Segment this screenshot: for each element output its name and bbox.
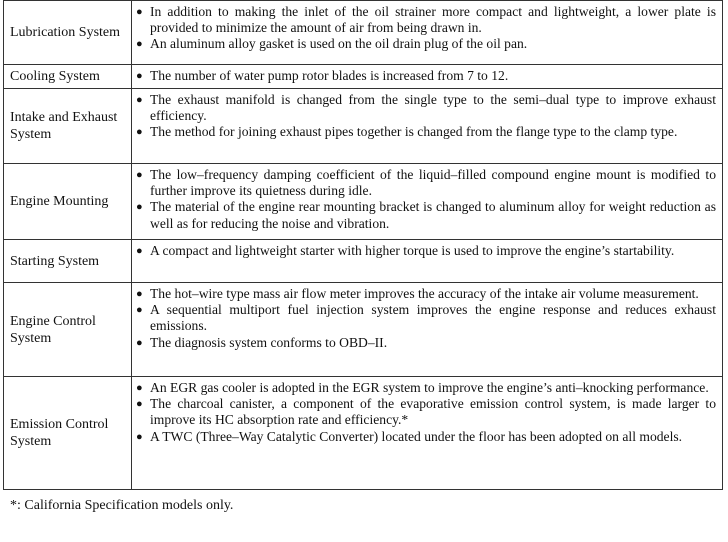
bullet-text: In addition to making the inlet of the oil strainer more compact and lightweight, a lower plate is provided to minimize the amount of air from being drawn in. [150, 4, 716, 36]
system-name-cell: Starting System [4, 240, 132, 283]
table-row [4, 240, 723, 283]
bullet-dot-icon: ● [136, 169, 143, 181]
bullet-text: An aluminum alloy gasket is used on the oil drain plug of the oil pan. [150, 36, 528, 52]
bullet-text: A sequential multiport fuel injection system improves the engine response and reduces exhaust emissions. [150, 302, 716, 334]
description-cell [132, 164, 723, 240]
bullet-item [136, 335, 716, 351]
bullet-item [136, 302, 716, 334]
engine-features-table [3, 0, 723, 490]
description-cell [132, 377, 723, 490]
bullet-item [136, 199, 716, 231]
system-name-cell: Engine Control System [4, 283, 132, 377]
bullet-item [136, 380, 716, 396]
bullet-item [136, 92, 716, 124]
system-name-cell: Engine Mounting [4, 164, 132, 240]
bullet-dot-icon: ● [136, 70, 143, 82]
table-row [4, 1, 723, 65]
bullet-item [136, 124, 716, 140]
bullet-text: The low–frequency damping coefficient of the liquid–filled compound engine mount is modified to further improve its quietness during idle. [150, 167, 716, 199]
system-name-cell: Intake and Exhaust System [4, 89, 132, 164]
bullet-dot-icon: ● [136, 245, 143, 257]
table-row [4, 377, 723, 490]
description-cell [132, 240, 723, 283]
footnote: *: California Specification models only. [10, 498, 234, 513]
description-cell [132, 89, 723, 164]
engine-features-table-body [4, 1, 723, 490]
table-row [4, 164, 723, 240]
bullet-item [136, 396, 716, 428]
bullet-item [136, 4, 716, 36]
bullet-text: The charcoal canister, a component of the evaporative emission control system, is made larger to improve its HC absorption rate and efficiency.* [150, 396, 716, 428]
bullet-text: A compact and lightweight starter with higher torque is used to improve the engine’s startability. [150, 243, 675, 258]
table-row [4, 283, 723, 377]
bullet-dot-icon: ● [136, 6, 143, 18]
bullet-dot-icon: ● [136, 38, 143, 51]
bullet-dot-icon: ● [136, 382, 143, 394]
bullet-dot-icon: ● [136, 304, 143, 317]
bullet-dot-icon: ● [136, 336, 143, 349]
table-row [4, 65, 723, 89]
bullet-dot-icon: ● [136, 201, 143, 214]
description-cell [132, 1, 723, 65]
bullet-text: The exhaust manifold is changed from the single type to the semi–dual type to improve exhaust efficiency. [150, 92, 716, 124]
bullet-item [136, 286, 716, 302]
bullet-text: A TWC (Three–Way Catalytic Converter) located under the floor has been adopted on all models. [150, 428, 683, 444]
bullet-item [136, 167, 716, 199]
bullet-item [136, 429, 716, 445]
bullet-text: The method for joining exhaust pipes together is changed from the flange type to the clamp type. [150, 124, 678, 140]
bullet-dot-icon: ● [136, 126, 143, 139]
bullet-item [136, 36, 716, 52]
system-name-cell: Emission Control System [4, 377, 132, 490]
description-cell [132, 65, 723, 89]
bullet-text: An EGR gas cooler is adopted in the EGR system to improve the engine’s anti–knocking performance. [150, 380, 709, 395]
bullet-item [136, 68, 716, 84]
system-name-cell: Lubrication System [4, 1, 132, 65]
bullet-dot-icon: ● [136, 94, 143, 106]
bullet-text: The material of the engine rear mounting bracket is changed to aluminum alloy for weight reduction as well as for reducing the noise and vibration. [150, 199, 716, 231]
bullet-dot-icon: ● [136, 430, 143, 443]
bullet-item [136, 243, 716, 259]
bullet-dot-icon: ● [136, 398, 143, 411]
system-name-cell: Cooling System [4, 65, 132, 89]
table-row [4, 89, 723, 164]
description-cell [132, 283, 723, 377]
bullet-dot-icon: ● [136, 288, 143, 300]
bullet-text: The number of water pump rotor blades is increased from 7 to 12. [150, 68, 509, 83]
bullet-text: The diagnosis system conforms to OBD–II. [150, 334, 388, 350]
bullet-text: The hot–wire type mass air flow meter improves the accuracy of the intake air volume measurement. [150, 286, 699, 301]
